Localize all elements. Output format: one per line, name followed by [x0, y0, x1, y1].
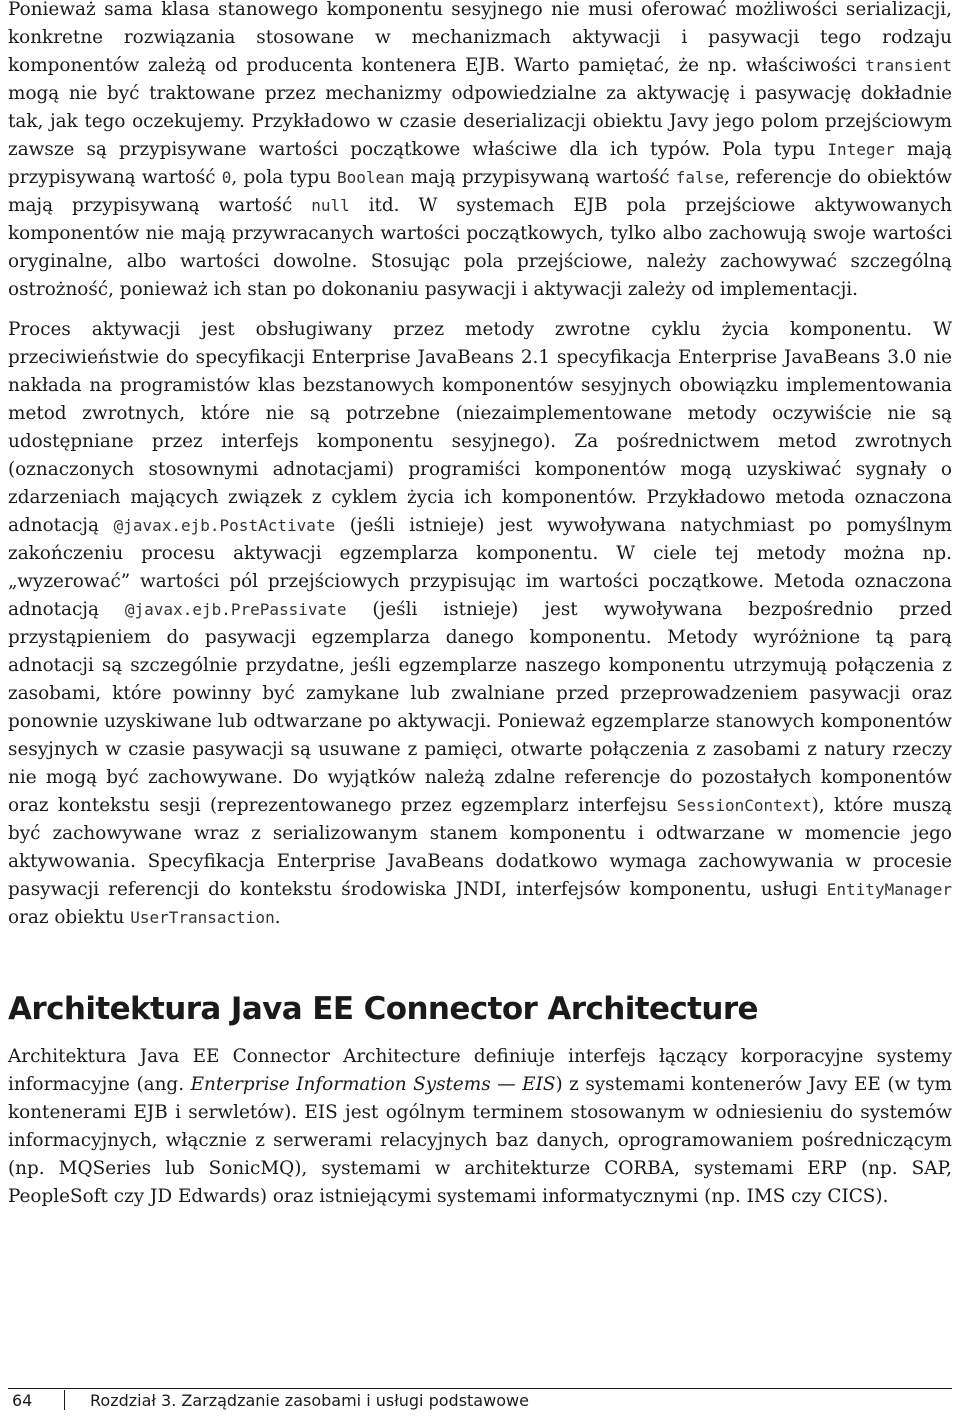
code-null: null	[311, 196, 350, 215]
code-integer: Integer	[827, 140, 895, 159]
paragraph-connector-architecture	[8, 1043, 952, 1211]
text-span: Proces aktywacji jest obsługiwany przez metody zwrotne cyklu życia komponentu. W przeciwieństwie do specyfikacji Enterprise JavaBeans 2.1 specyfikacja Enterprise JavaBeans 3.0 nie nakłada na programistów klas bezstanowych komponentów sesyjnych obowiązku implementowania metod zwrotnych, które nie są potrzebne (niezaimplementowane metody oczywiście nie są udostępniane przez interfejs komponentu sesyjnego). Za pośrednictwem metod zwrotnych (oznaczonych stosownymi adnotacjami) programiści komponentów mogą uzyskiwać sygnały o zdarzeniach mających związek z cyklem życia ich komponentów. Przykładowo metoda oznaczona adnotacją	[8, 319, 952, 536]
text-span: Ponieważ sama klasa stanowego komponentu sesyjnego nie musi oferować możliwości serializacji, konkretne rozwiązania stosowane w mechanizmach aktywacji i pasywacji tego rodzaju komponentów zależą od producenta kontenera EJB. Warto pamiętać, że np. właściwości	[8, 0, 952, 76]
code-prepassivate: @javax.ejb.PrePassivate	[124, 600, 347, 619]
text-span: (jeśli istnieje) jest wywoływana bezpośrednio przed przystąpieniem do pasywacji egzemplarza danego komponentu. Metody wyróżnione tą parą adnotacji są szczególnie przydatne, jeśli egzemplarze naszego komponentu utrzymują połączenia z zasobami, które powinny być zamykane lub zwalniane przed przeprowadzeniem pasywacji oraz ponownie uzyskiwane lub odtwarzane po aktywacji. Ponieważ egzemplarze stanowych komponentów sesyjnych w czasie pasywacji są usuwane z pamięci, otwarte połączenia z zasobami z natury rzeczy nie mogą być zachowywane. Do wyjątków należą zdalne referencje do pozostałych komponentów oraz kontekstu sesji (reprezentowanego przez egzemplarz interfejsu	[8, 599, 952, 816]
page-number: 64	[12, 1391, 33, 1410]
footer-separator	[64, 1390, 65, 1410]
text-span: mają przypisywaną wartość	[404, 167, 676, 188]
footer-rule	[8, 1388, 952, 1389]
code-boolean: Boolean	[337, 168, 405, 187]
term-eis: EIS	[522, 1074, 556, 1095]
term-enterprise-information-systems: Enterprise Information Systems	[190, 1074, 491, 1095]
text-span: mogą nie być traktowane przez mechanizmy odpowiedzialne za aktywację i pasywację dokładnie tak, jak tego oczekujemy. Przykładowo w czasie deserializacji obiektu Javy jego polom przejściowym zawsze są przypisywane wartości początkowe właściwe dla ich typów. Pola typu	[8, 83, 952, 160]
text-span: oraz obiektu	[8, 907, 131, 928]
code-zero: 0	[221, 168, 232, 187]
text-span: —	[490, 1074, 523, 1095]
text-span: ), które muszą być zachowywane wraz z serializowanym stanem komponentu i odtwarzane w momencie jego aktywowania. Specyfikacja Enterprise JavaBeans dodatkowo wymaga zachowywania w procesie pasywacji referencji do kontekstu środowiska JNDI, interfejsów komponentu, usługi	[8, 795, 952, 900]
page-footer	[8, 1388, 952, 1414]
paragraph-transient-fields	[8, 0, 952, 304]
code-usertransaction: UserTransaction	[130, 908, 275, 927]
code-transient: transient	[865, 56, 952, 75]
code-sessioncontext: SessionContext	[676, 796, 812, 815]
text-span: .	[274, 907, 281, 928]
paragraph-activation-process	[8, 316, 952, 932]
chapter-title: Rozdział 3. Zarządzanie zasobami i usługi podstawowe	[90, 1391, 529, 1410]
text-span: Architektura Java EE Connector Architecture definiuje interfejs łączący korporacyjne systemy informacyjne (ang.	[8, 1046, 952, 1095]
text-span: ) z systemami kontenerów Javy EE (w tym kontenerami EJB i serwletów). EIS jest ogólnym terminem stosowanym w odniesieniu do systemów informacyjnych, włącznie z serwerami relacyjnych baz danych, oprogramowaniem pośredniczącym (np. MQSeries lub SonicMQ), systemami w architekturze CORBA, systemami ERP (np. SAP, PeopleSoft czy JD Edwards) oraz istniejącymi systemami informatycznymi (np. IMS czy CICS).	[8, 1074, 952, 1207]
text-span: mają przypisywaną wartość	[8, 139, 952, 188]
code-postactivate: @javax.ejb.PostActivate	[113, 516, 336, 535]
code-entitymanager: EntityManager	[826, 880, 952, 899]
text-span: (jeśli istnieje) jest wywoływana natychmiast po pomyślnym zakończeniu procesu aktywacji egzemplarza komponentu. W ciele tej metody można np. „wyzerować” wartości pól przejściowych przypisując im wartości początkowe. Metoda oznaczona adnotacją	[8, 515, 952, 620]
section-heading: Architektura Java EE Connector Architecture	[8, 991, 758, 1027]
page-content	[8, 0, 952, 1211]
text-span: , pola typu	[231, 167, 338, 188]
text-span: itd. W systemach EJB pola przejściowe aktywowanych komponentów nie mają przywracanych wartości początkowych, tylko albo zachowują swoje wartości oryginalne, albo wartości dowolne. Stosując pola przejściowe, należy zachowywać szczególną ostrożność, ponieważ ich stan po dokonaniu pasywacji i aktywacji zależy od implementacji.	[8, 195, 952, 300]
text-span: , referencje do obiektów mają przypisywaną wartość	[8, 167, 952, 216]
code-false: false	[675, 168, 724, 187]
